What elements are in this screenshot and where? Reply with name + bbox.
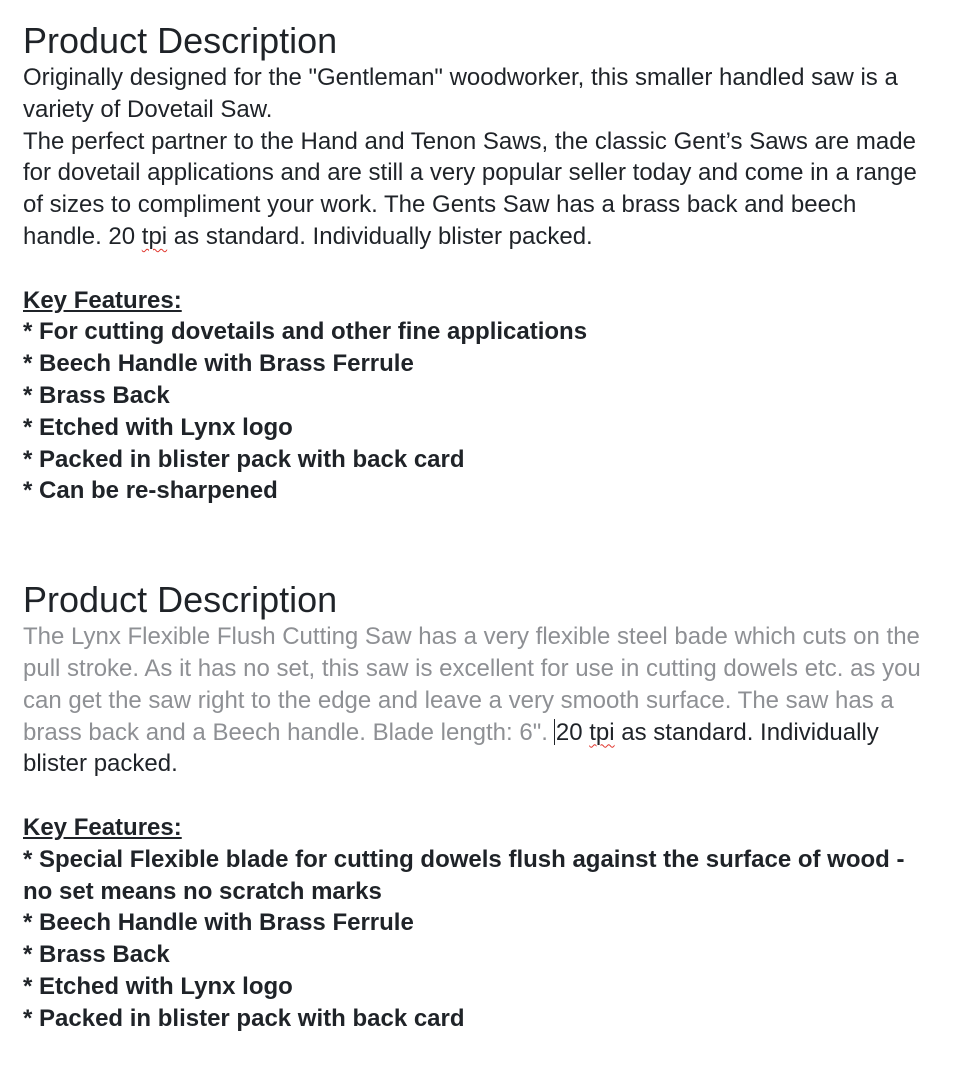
spellcheck-flagged-word[interactable]: tpi <box>141 222 168 250</box>
blank-line <box>23 780 933 812</box>
feature-item: * Can be re-sharpened <box>23 475 933 507</box>
section-heading: Product Description <box>23 20 338 61</box>
feature-list <box>23 844 933 1035</box>
feature-item: * Beech Handle with Brass Ferrule <box>23 907 933 939</box>
feature-item: * Beech Handle with Brass Ferrule <box>23 348 933 380</box>
section-heading: Product Description <box>23 579 338 621</box>
blank-line <box>23 253 933 285</box>
feature-item: * For cutting dovetails and other fine applications <box>23 316 933 348</box>
feature-item: * Special Flexible blade for cutting dowels flush against the surface of wood - no set means no scratch marks <box>23 844 933 908</box>
key-features-title: Key Features: <box>23 286 182 314</box>
product-section-flush-cutting-saw <box>23 507 933 1034</box>
key-features-title: Key Features: <box>23 813 182 841</box>
description-text: The perfect partner to the Hand and Tenon Saws, the classic Gent’s Saws are made for dovetail applications and are still a very popular seller today and come in a range of sizes to compliment your work. The Gents Saw has a brass back and beech handle. 20 <box>23 127 917 250</box>
description-text: The Lynx Flexible Flush Cutting Saw has a very flexible steel bade which cuts on the pull stroke. As it has no set, this saw is excellent for use in cutting dowels etc. as you can get the saw right to the edge and leave a very smooth surface. The saw has a brass back and a Beech handle. Blade length: 6". <box>23 623 921 746</box>
feature-item: * Etched with Lynx logo <box>23 412 933 444</box>
description-text: 20 <box>555 718 590 746</box>
description-text: as standard. Individually blister packed. <box>167 222 593 250</box>
description-text: Originally designed for the "Gentleman" woodworker, this smaller handled saw is a variety of Dovetail Saw. <box>23 64 898 123</box>
feature-item: * Packed in blister pack with back card <box>23 1003 933 1035</box>
spellcheck-flagged-word[interactable]: tpi <box>589 718 615 746</box>
feature-item: * Brass Back <box>23 380 933 412</box>
feature-item: * Packed in blister pack with back card <box>23 444 933 476</box>
description-paragraph[interactable] <box>23 62 933 126</box>
feature-list <box>23 316 933 507</box>
description-text: as standard. Individually blister packed. <box>23 718 879 778</box>
description-paragraph[interactable] <box>23 621 933 780</box>
feature-item: * Etched with Lynx logo <box>23 971 933 1003</box>
text-cursor <box>554 719 555 745</box>
product-section-gents-saw <box>23 0 933 507</box>
description-paragraph[interactable] <box>23 126 933 253</box>
feature-item: * Brass Back <box>23 939 933 971</box>
